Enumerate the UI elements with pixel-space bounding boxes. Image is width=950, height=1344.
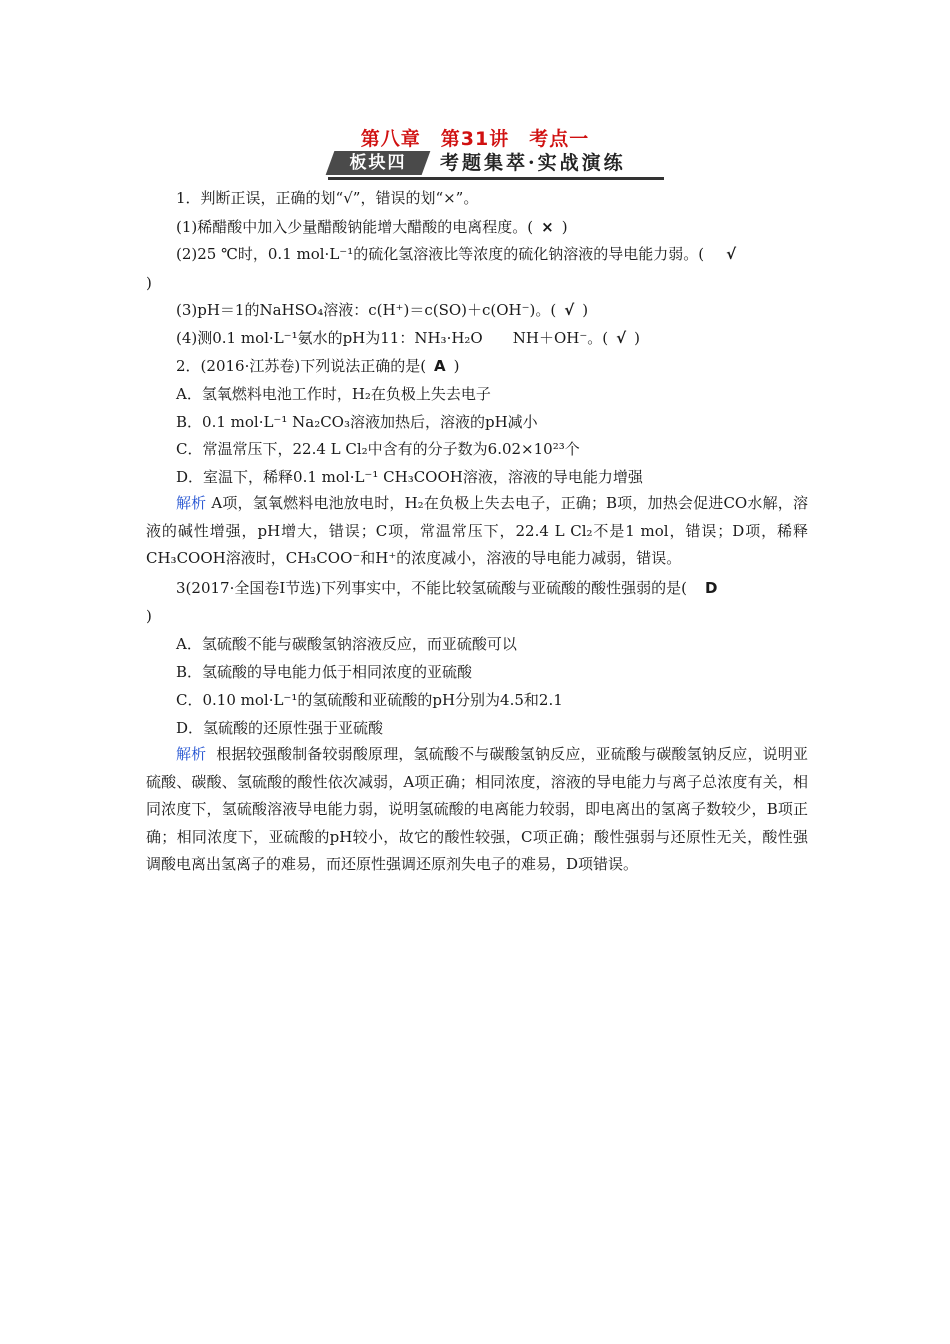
q2-analysis-label: 解析 xyxy=(176,494,207,512)
q1-item-answer: × xyxy=(541,218,554,236)
banner-tag xyxy=(326,151,431,175)
q2-option: B．0.1 mol·L⁻¹ Na₂CO₃溶液加热后，溶液的pH减小 xyxy=(176,413,538,431)
q3-option: A．氢硫酸不能与碳酸氢钠溶液反应，而亚硫酸可以 xyxy=(176,635,517,653)
q3-option: D．氢硫酸的还原性强于亚硫酸 xyxy=(176,719,384,737)
q1-item-close: ) xyxy=(582,301,589,319)
page-title: 第八章 第31讲 考点一 xyxy=(360,128,590,150)
q3-close: ) xyxy=(146,607,152,625)
q1-item-answer: √ xyxy=(564,301,575,319)
q3-analysis-text: 根据较强酸制备较弱酸原理，氢硫酸不与碳酸氢钠反应，亚硫酸与碳酸氢钠反应，说明亚硫酸、碳酸、氢硫酸的酸性依次减弱，A项正确；相同浓度，溶液的导电能力与离子总浓度有关，相同浓度下，氢硫酸溶液导电能力弱，说明氢硫酸的电离能力较弱，即电离出的氢离子数较少，B项正确；相同浓度下，亚硫酸的pH较小，故它的酸性较强，C项正确；酸性强弱与还原性无关，酸性强调酸电离出氢离子的难易，而还原性强调还原剂失电子的难易，D项错误。 xyxy=(146,745,808,873)
q1-item-text: (2)25 ℃时，0.1 mol·L⁻¹的硫化氢溶液比等浓度的硫化钠溶液的导电能力弱。( xyxy=(176,245,705,263)
q2-analysis xyxy=(146,490,808,573)
q3-analysis xyxy=(146,741,808,879)
q2-option: A．氢氧燃料电池工作时，H₂在负极上失去电子 xyxy=(176,385,491,403)
q3-option: C．0.10 mol·L⁻¹的氢硫酸和亚硫酸的pH分别为4.5和2.1 xyxy=(176,691,563,709)
q2-stem-line xyxy=(176,356,460,376)
q1-item-text: (1)稀醋酸中加入少量醋酸钠能增大醋酸的电离程度。( xyxy=(176,218,534,236)
q3-option: B．氢硫酸的导电能力低于相同浓度的亚硫酸 xyxy=(176,663,473,681)
q2-stem: 2．(2016·江苏卷)下列说法正确的是( xyxy=(176,357,427,375)
q2-option: C．常温常压下，22.4 L Cl₂中含有的分子数为6.02×10²³个 xyxy=(176,440,580,458)
q1-item-text: (3)pH＝1的NaHSO₄溶液：c(H⁺)＝c(SO)＋c(OH⁻)。( xyxy=(176,301,557,319)
q1-stem: 1．判断正误，正确的划“√”，错误的划“×”。 xyxy=(176,189,479,207)
q2-analysis-text: A项，氢氧燃料电池放电时，H₂在负极上失去电子，正确；B项，加热会促进CO水解，溶液的碱性增强，pH增大，错误；C项，常温常压下，22.4 L Cl₂不是1 mol，错误；D项，稀释CH₃COOH溶液时，CH₃COO⁻和H⁺的浓度减小，溶液的导电能力减弱，错误。 xyxy=(146,494,808,567)
q1-item-answer: √ xyxy=(616,329,627,347)
q3-analysis-label: 解析 xyxy=(176,745,207,763)
q2-answer: A xyxy=(434,357,446,375)
section-banner xyxy=(328,151,664,181)
q2-close: ) xyxy=(453,357,460,375)
q1-item-close: ) xyxy=(634,329,640,347)
banner-underline xyxy=(328,177,664,180)
q3-stem: 3(2017·全国卷Ⅰ节选)下列事实中，不能比较氢硫酸与亚硫酸的酸性强弱的是( xyxy=(176,579,687,597)
q1-item xyxy=(176,217,568,237)
q1-item xyxy=(176,328,640,348)
banner-tag-label: 板块四 xyxy=(349,153,407,173)
q1-item-answer: √ xyxy=(726,245,737,263)
q1-item-close: ) xyxy=(561,218,568,236)
banner-text: 考题集萃·实战演练 xyxy=(440,152,626,174)
q3-stem-line xyxy=(176,578,725,598)
q1-item-close: ) xyxy=(146,274,152,292)
q1-item xyxy=(176,300,588,320)
q2-option: D．室温下，稀释0.1 mol·L⁻¹ CH₃COOH溶液，溶液的导电能力增强 xyxy=(176,468,643,486)
q1-item-text: (4)测0.1 mol·L⁻¹氨水的pH为11：NH₃·H₂O NH＋OH⁻。( xyxy=(176,329,609,347)
q3-answer: D xyxy=(704,579,718,597)
q1-item xyxy=(176,244,744,264)
